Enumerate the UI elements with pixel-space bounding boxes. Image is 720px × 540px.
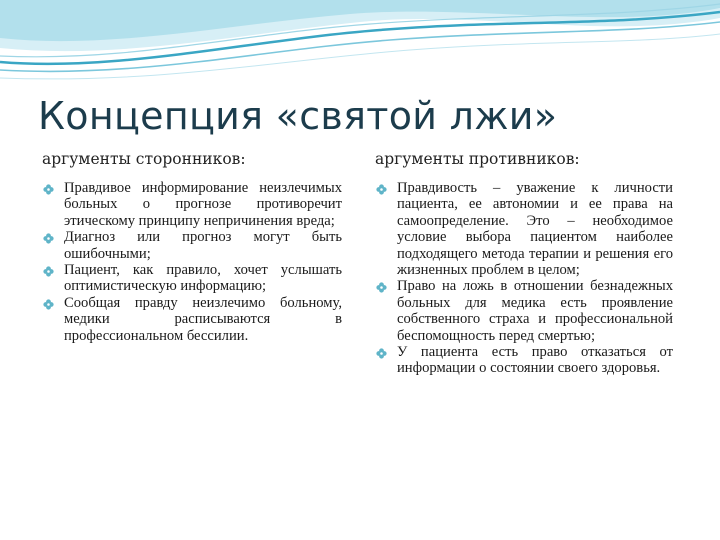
list-item-text: Право на ложь в отношении безнадежных больных для медика есть проявление собственного страха и профессиональной беспомощность перед смертью; (397, 278, 673, 344)
list-item-text: Диагноз или прогноз могут быть ошибочными; (64, 229, 342, 262)
flower-bullet-icon (43, 265, 54, 276)
list-item (375, 180, 673, 278)
flower-bullet-icon (376, 183, 387, 194)
list-item (375, 278, 673, 344)
supporters-heading: аргументы сторонников: (42, 150, 246, 168)
opponents-heading: аргументы противников: (375, 150, 580, 168)
opponents-list (375, 180, 673, 377)
flower-bullet-icon (43, 298, 54, 309)
supporters-list (42, 180, 342, 344)
supporters-column (42, 150, 342, 344)
flower-bullet-icon (43, 232, 54, 243)
opponents-column (375, 150, 673, 377)
list-item-text: Правдивость – уважение к личности пациента, ее автономии и ее права на самоопределение. Это – необходимое условие выбора пациентом наиболее подходящего метода терапии и решения его жизненных проблем в целом; (397, 180, 673, 279)
list-item (42, 180, 342, 229)
list-item-text: У пациента есть право отказаться от информации о состоянии своего здоровья. (397, 344, 673, 377)
header-wave-decoration (0, 0, 720, 90)
list-item-text: Правдивое информирование неизлечимых больных о прогнозе противоречит этическому принципу непричинения вреда; (64, 180, 342, 229)
list-item (42, 262, 342, 295)
flower-bullet-icon (43, 183, 54, 194)
list-item-text: Сообщая правду неизлечимо больному, медики расписываются в профессиональном бессилии. (64, 294, 342, 344)
list-item (375, 344, 673, 377)
list-item-text: Пациент, как правило, хочет услышать оптимистическую информацию; (64, 262, 342, 295)
list-item (42, 229, 342, 262)
flower-bullet-icon (376, 347, 387, 358)
list-item (42, 295, 342, 344)
flower-bullet-icon (376, 281, 387, 292)
slide-title: Концепция «святой лжи» (38, 94, 558, 138)
